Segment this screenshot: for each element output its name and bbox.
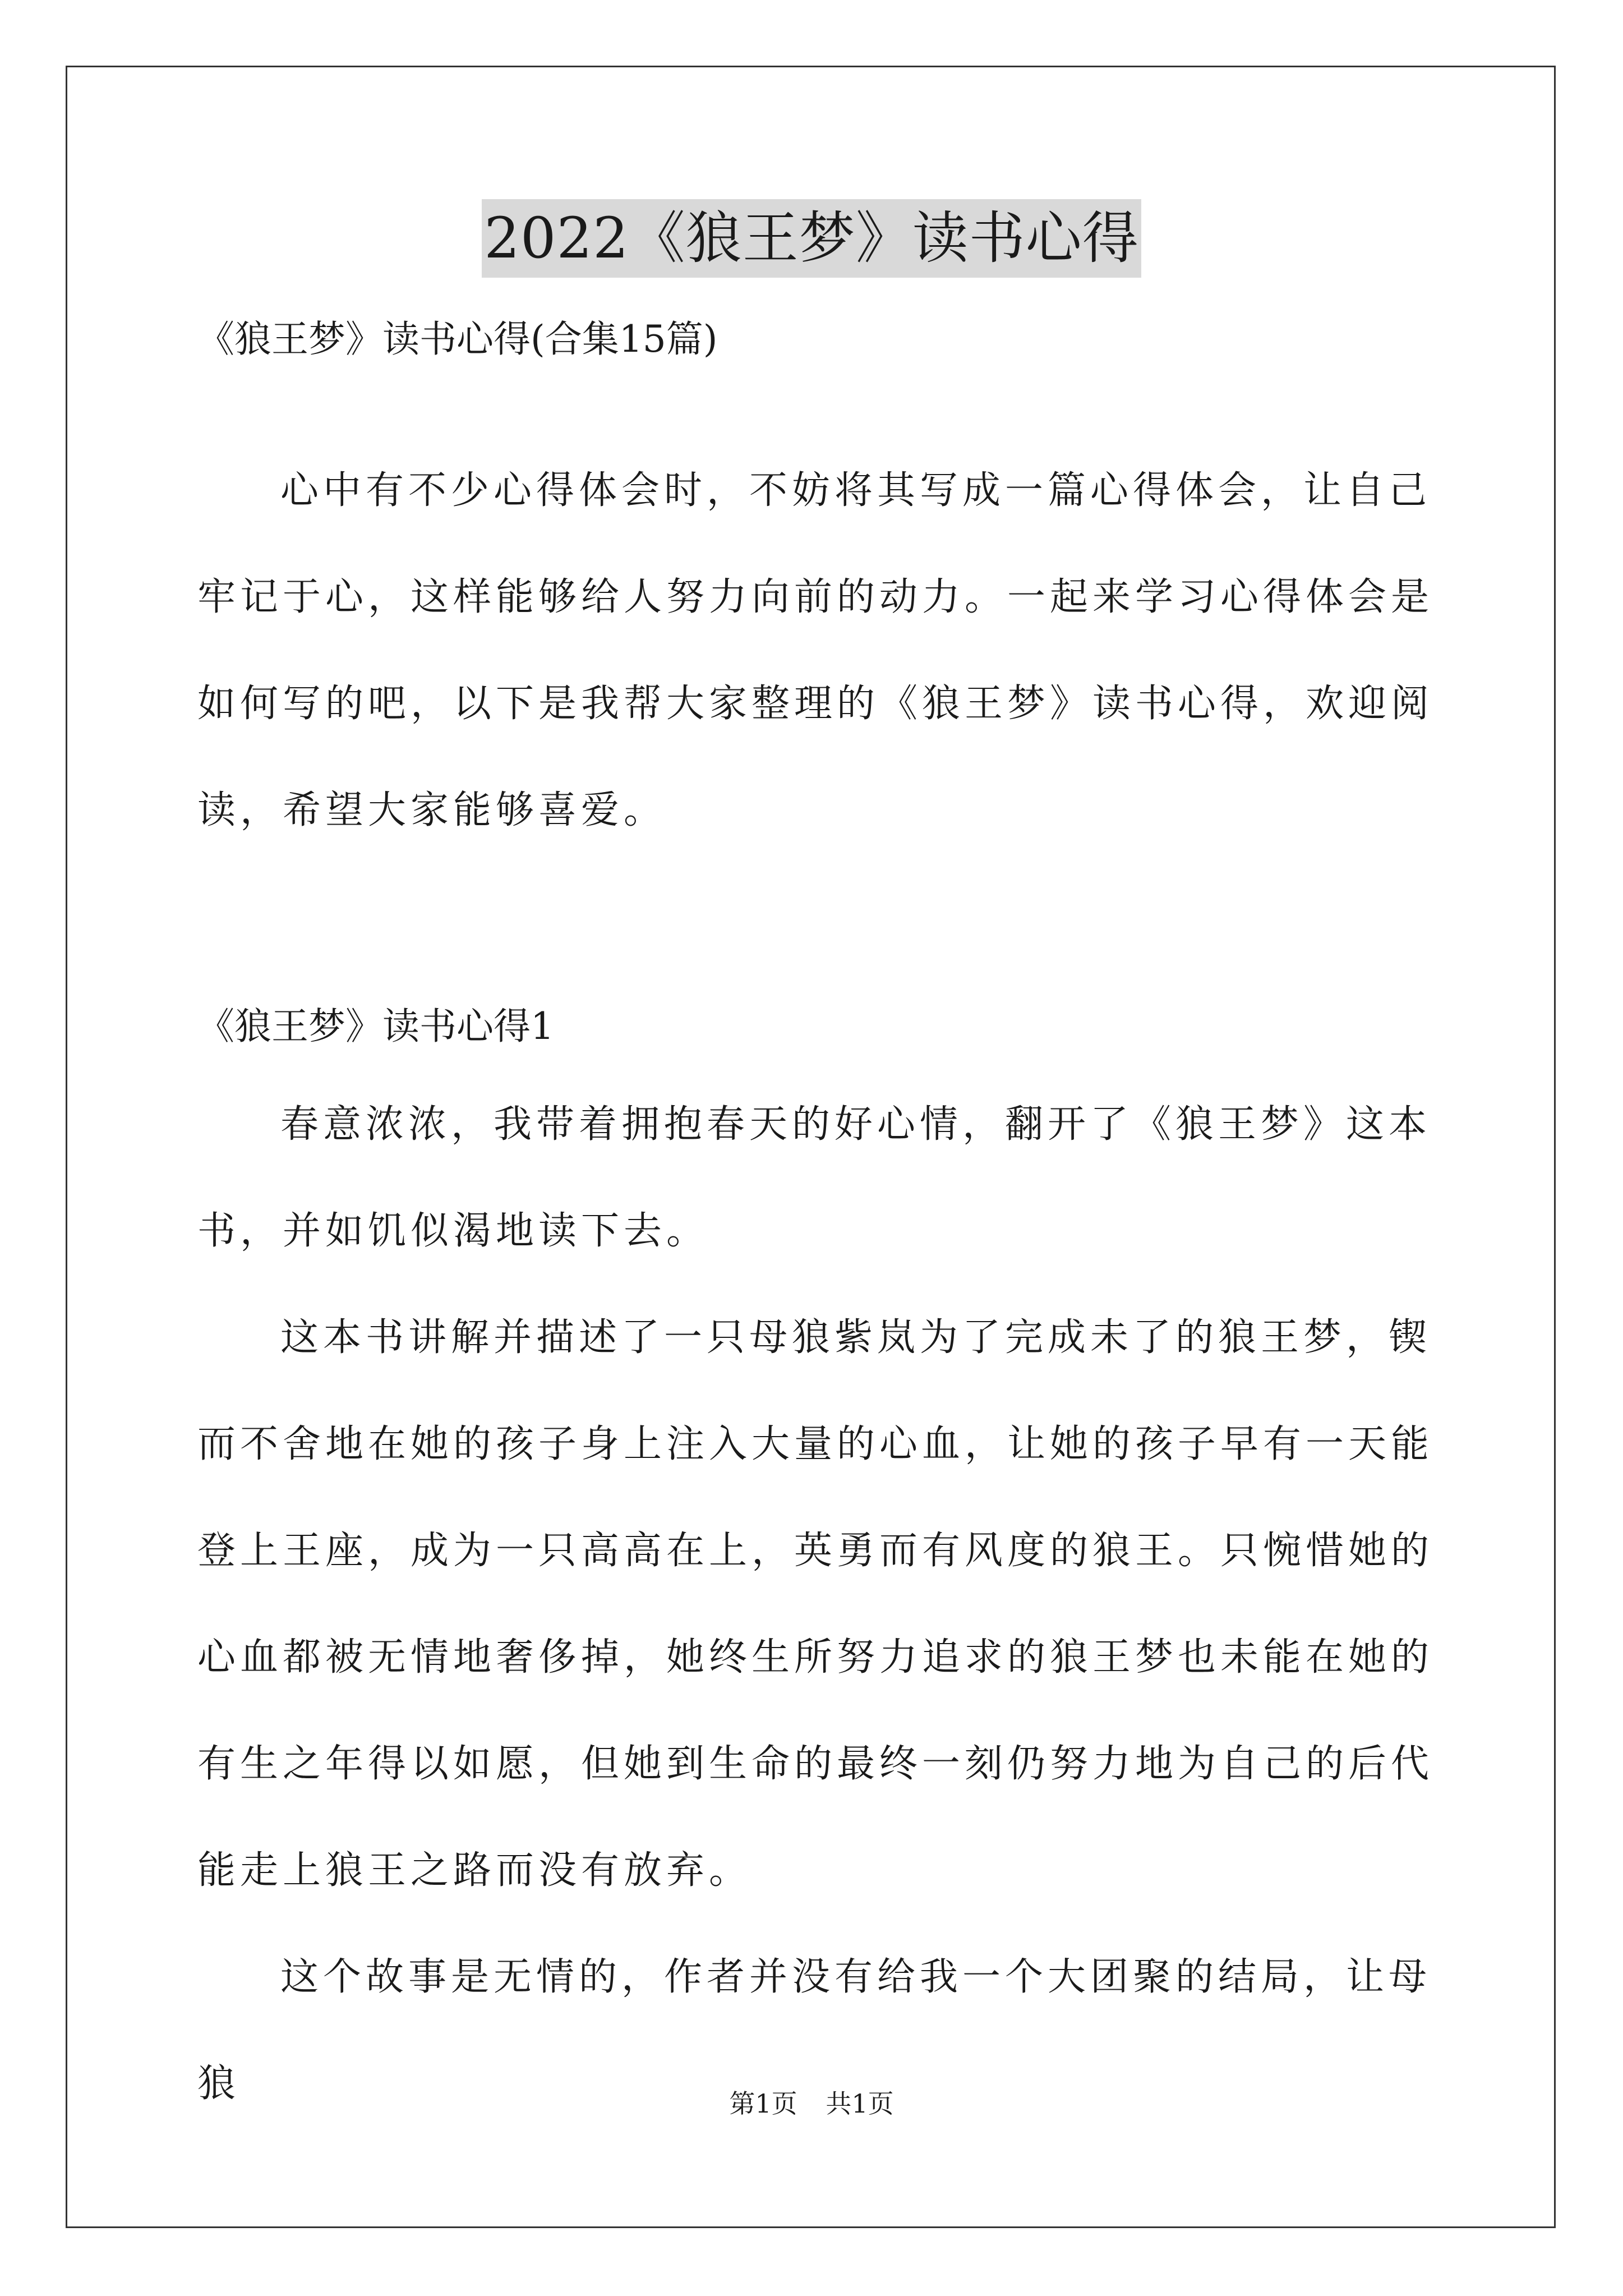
page-number: 第1页 bbox=[729, 2088, 797, 2119]
body-paragraph-3: 这个故事是无情的，作者并没有给我一个大团聚的结局，让母狼 bbox=[197, 1955, 1432, 2106]
intro-paragraph: 心中有不少心得体会时，不妨将其写成一篇心得体会，让自己牢记于心，这样能够给人努力向前的动力。一起来学习心得体会是如何写的吧，以下是我帮大家整理的《狼王梦》读书心得，欢迎阅读，希望大家能够喜爱。 bbox=[197, 468, 1434, 832]
body-paragraph-2: 这本书讲解并描述了一只母狼紫岚为了完成未了的狼王梦，锲而不舍地在她的孩子身上注入大量的心血，让她的孩子早有一天能登上王座，成为一只高高在上，英勇而有风度的狼王。只惋惜她的心血都被无情地奢侈掉，她终生所努力追求的狼王梦也未能在她的有生之年得以如愿，但她到生命的最终一刻仍努力地为自己的后代能走上狼王之路而没有放弃。 bbox=[197, 1315, 1434, 1893]
page-total: 共1页 bbox=[826, 2088, 894, 2119]
title-wrap bbox=[0, 199, 1623, 278]
page-title: 2022《狼王梦》读书心得 bbox=[482, 199, 1141, 278]
subtitle: 《狼王梦》读书心得(合集15篇) bbox=[197, 318, 718, 361]
body-paragraph-1: 春意浓浓，我带着拥抱春天的好心情，翻开了《狼王梦》这本书，并如饥似渴地读下去。 bbox=[197, 1102, 1432, 1253]
page-footer bbox=[0, 2087, 1623, 2120]
section-heading: 《狼王梦》读书心得1 bbox=[197, 1005, 554, 1048]
